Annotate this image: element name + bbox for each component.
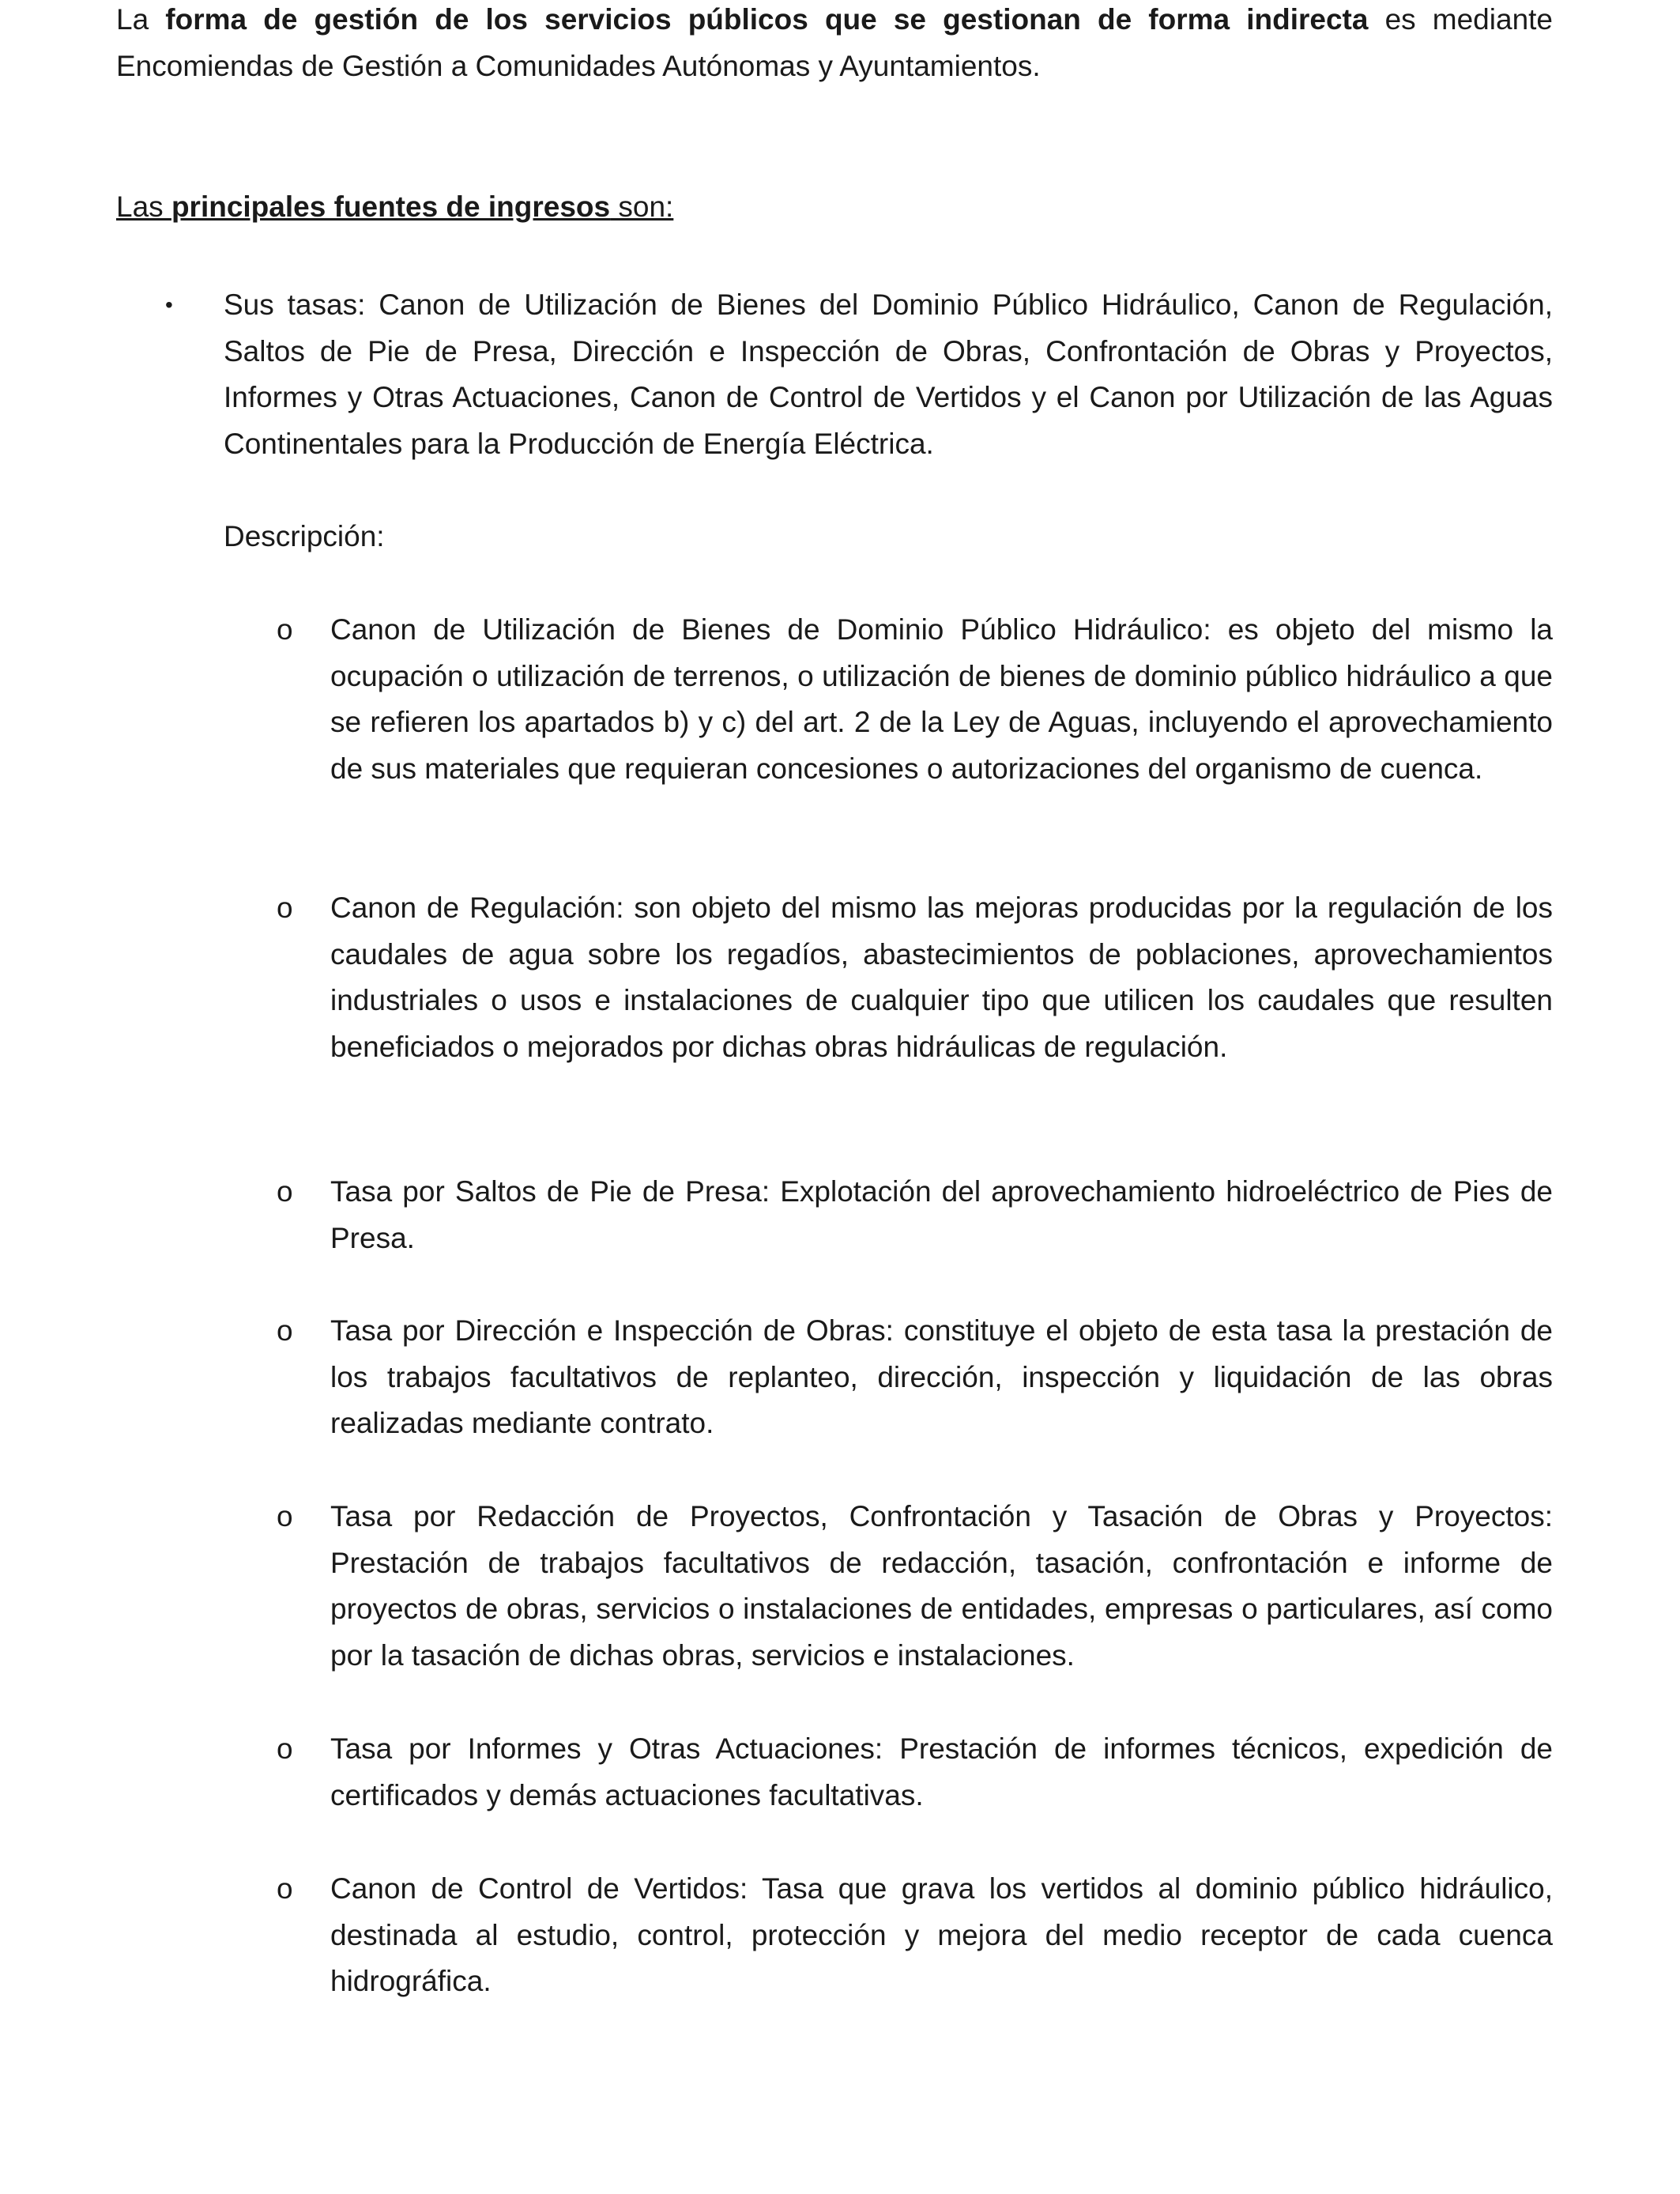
list-item-text: Canon de Regulación: son objeto del mismo las mejoras producidas por la regulación de los caudales de agua sobre los regadíos, abastecimientos de poblaciones, aprovechamientos industriales o usos e instalaciones de cualquier tipo que utilicen los caudales que resulten beneficiados o mejorados por dichas obras hidráulicas de regulación. bbox=[330, 892, 1553, 1063]
heading-bold-text: principales fuentes de ingresos bbox=[171, 190, 611, 223]
circle-bullet-icon: o bbox=[277, 1732, 293, 1765]
list-item-text: Canon de Utilización de Bienes de Dominio Público Hidráulico: es objeto del mismo la ocupación o utilización de terrenos, o utilización de bienes de dominio público hidráulico a que se refieren los apartados b) y c) del art. 2 de la Ley de Aguas, incluyendo el aprovechamiento de sus materiales que requieran concesiones o autorizaciones del organismo de cuenca. bbox=[330, 613, 1553, 785]
circle-bullet-icon: o bbox=[277, 613, 293, 646]
intro-prefix: La bbox=[116, 3, 166, 36]
heading-suffix: son: bbox=[610, 190, 674, 223]
income-sources-heading bbox=[116, 184, 1553, 231]
intro-paragraph bbox=[116, 0, 1553, 89]
bullet-text: Sus tasas: Canon de Utilización de Bienes del Dominio Público Hidráulico, Canon de Regulación, Saltos de Pie de Presa, Dirección e Inspección de Obras, Confrontación de Obras y Proyectos, Informes y Otras Actuaciones, Canon de Control de Vertidos y el Canon por Utilización de las Aguas Continentales para la Producción de Energía Eléctrica. bbox=[224, 288, 1553, 460]
circle-bullet-icon: o bbox=[277, 1500, 293, 1532]
circle-bullet-icon: o bbox=[277, 1872, 293, 1905]
circle-bullet-icon: o bbox=[277, 892, 293, 924]
list-item-text: Tasa por Redacción de Proyectos, Confrontación y Tasación de Obras y Proyectos: Prestación de trabajos facultativos de redacción, tasación, confrontación e informe de proyectos de obras, servicios o instalaciones de entidades, empresas o particulares, así como por la tasación de dichas obras, servicios e instalaciones. bbox=[330, 1500, 1553, 1672]
heading-prefix: Las bbox=[116, 190, 171, 223]
list-item-text: Tasa por Dirección e Inspección de Obras: constituye el objeto de esta tasa la prestación de los trabajos facultativos de replanteo, dirección, inspección y liquidación de las obras realizadas mediante contrato. bbox=[330, 1314, 1553, 1439]
intro-bold-text: forma de gestión de los servicios públicos que se gestionan de forma indirecta bbox=[165, 3, 1369, 36]
circle-bullet-icon: o bbox=[277, 1314, 293, 1347]
intro-suffix: es mediante Encomiendas de Gestión a Comunidades Autónomas y Ayuntamientos. bbox=[116, 3, 1553, 82]
list-item-text: Tasa por Saltos de Pie de Presa: Explotación del aprovechamiento hidroeléctrico de Pies de Presa. bbox=[330, 1175, 1553, 1254]
circle-bullet-icon: o bbox=[277, 1175, 293, 1208]
list-item-text: Canon de Control de Vertidos: Tasa que grava los vertidos al dominio público hidráulico, destinada al estudio, control, protección y mejora del medio receptor de cada cuenca hidrográfica. bbox=[330, 1872, 1553, 1997]
description-label: Descripción: bbox=[224, 520, 385, 552]
list-item-text: Tasa por Informes y Otras Actuaciones: Prestación de informes técnicos, expedición de certificados y demás actuaciones facultativas. bbox=[330, 1732, 1553, 1811]
bullet-dot-icon: • bbox=[165, 292, 173, 317]
